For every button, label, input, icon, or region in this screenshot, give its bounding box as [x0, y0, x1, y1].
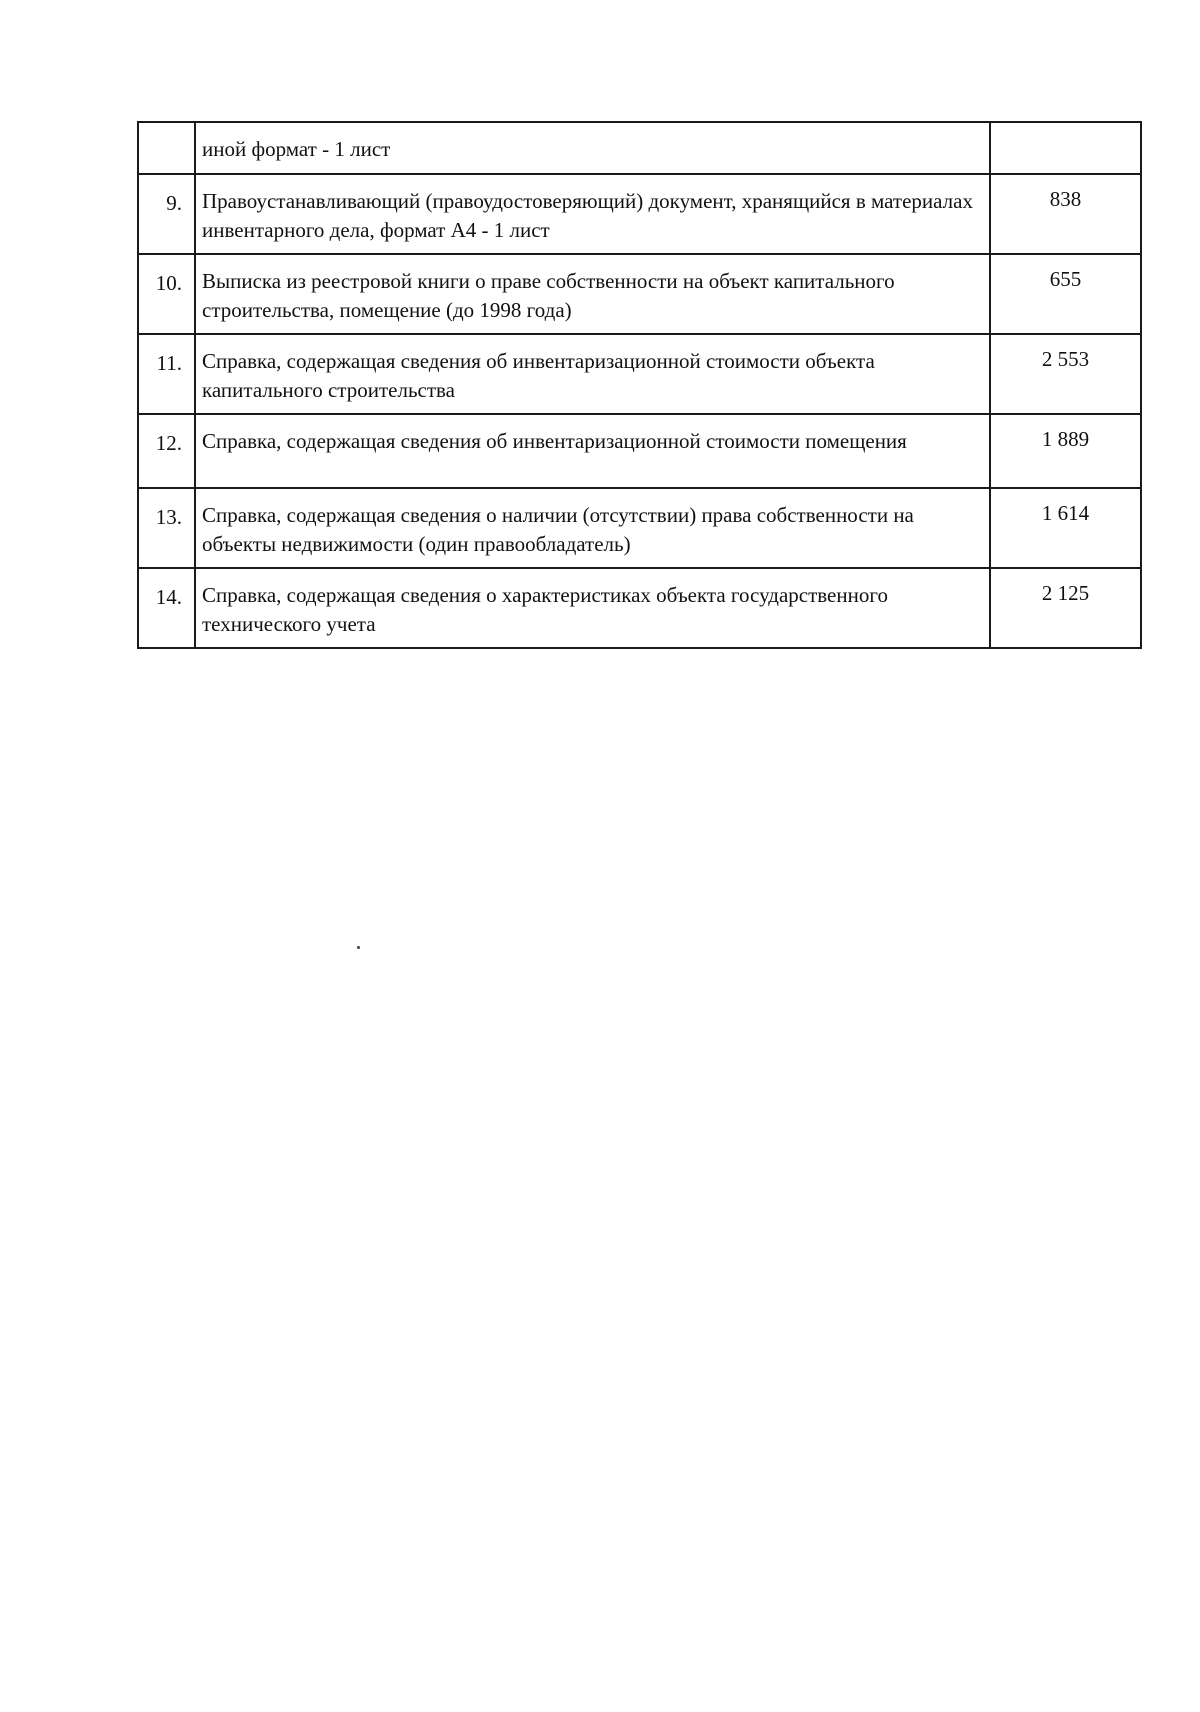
row-description: Справка, содержащая сведения об инвентаризационной стоимости помещения [195, 414, 990, 488]
table-row [138, 414, 1141, 488]
row-number: 10. [138, 254, 195, 334]
table-row [138, 568, 1141, 648]
row-description: Выписка из реестровой книги о праве собственности на объект капитального строительства, помещение (до 1998 года) [195, 254, 990, 334]
row-number: 13. [138, 488, 195, 568]
row-description: Справка, содержащая сведения о наличии (отсутствии) права собственности на объекты недвижимости (один правообладатель) [195, 488, 990, 568]
row-price: 838 [990, 174, 1141, 254]
table-row [138, 174, 1141, 254]
row-number: 9. [138, 174, 195, 254]
row-description: Правоустанавливающий (правоудостоверяющий) документ, хранящийся в материалах инвентарного дела, формат А4 - 1 лист [195, 174, 990, 254]
row-price [990, 122, 1141, 174]
row-price: 2 125 [990, 568, 1141, 648]
table-row [138, 334, 1141, 414]
price-table [137, 121, 1142, 649]
table-row [138, 122, 1141, 174]
row-description: Справка, содержащая сведения об инвентаризационной стоимости объекта капитального строительства [195, 334, 990, 414]
row-price: 1 889 [990, 414, 1141, 488]
table-row [138, 488, 1141, 568]
row-price: 655 [990, 254, 1141, 334]
row-description: иной формат - 1 лист [195, 122, 990, 174]
row-price: 2 553 [990, 334, 1141, 414]
row-number: 12. [138, 414, 195, 488]
row-number [138, 122, 195, 174]
row-price: 1 614 [990, 488, 1141, 568]
row-description: Справка, содержащая сведения о характеристиках объекта государственного технического учета [195, 568, 990, 648]
scan-speck [357, 946, 360, 949]
row-number: 11. [138, 334, 195, 414]
row-number: 14. [138, 568, 195, 648]
table-row [138, 254, 1141, 334]
